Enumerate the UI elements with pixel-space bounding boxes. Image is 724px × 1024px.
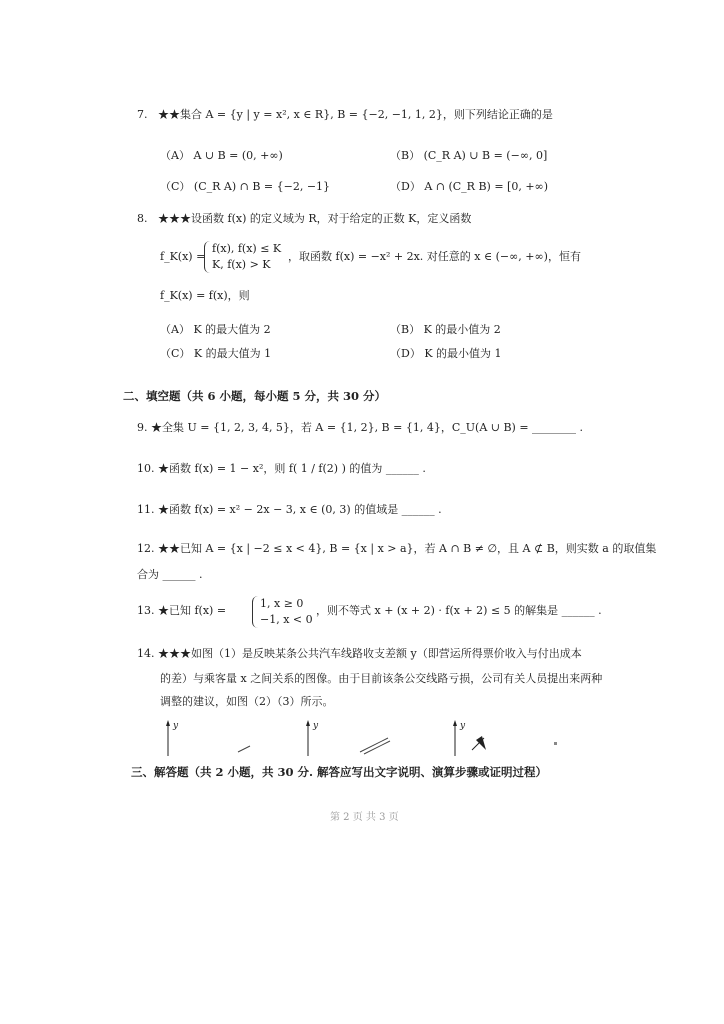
q8-text: ★★★设函数 f(x) 的定义域为 R，对于给定的正数 K，定义函数 xyxy=(158,212,472,225)
q8-brace xyxy=(204,241,211,273)
q8-option-b: （B） K 的最小值为 2 xyxy=(390,323,501,336)
q11: 11. ★函数 f(x) = x² − 2x − 3, x ∈ (0, 3) 的值域是 ______ . xyxy=(137,503,442,516)
graph-1 xyxy=(166,720,250,756)
q10: 10. ★函数 f(x) = 1 − x²，则 f( 1 / f(2) ) 的值为 ______ . xyxy=(137,462,426,475)
q13-rest: ，则不等式 x + (x + 2) · f(x + 2) ≤ 5 的解集是 ______ . xyxy=(316,604,602,617)
graph-3-y-label: y xyxy=(460,721,466,731)
q8-option-d: （D） K 的最小值为 1 xyxy=(390,347,502,360)
q14-graphs-strip xyxy=(150,716,570,758)
q12-line-1: 12. ★★已知 A = {x | −2 ≤ x < 4}, B = {x | x > a}，若 A ∩ B ≠ ∅，且 A ⊄ B，则实数 a 的取值集 xyxy=(137,542,657,555)
q13-case-2: −1, x < 0 xyxy=(260,613,313,626)
graph-1-y-label: y xyxy=(173,721,179,731)
page-footer: 第 2 页 共 3 页 xyxy=(330,812,399,823)
q9: 9. ★全集 U = {1, 2, 3, 4, 5}，若 A = {1, 2}, B = {1, 4}，C_U(A ∪ B) = ________ . xyxy=(137,421,584,434)
q8-condition: f_K(x) = f(x)，则 xyxy=(160,289,250,302)
q12-line-2: 合为 ______ . xyxy=(137,568,203,581)
q13-piecewise xyxy=(252,596,322,630)
graph-3 xyxy=(453,720,557,756)
q13-case-1: 1, x ≥ 0 xyxy=(260,597,304,610)
q7-stem xyxy=(137,108,553,122)
q7-option-a: （A） A ∪ B = (0, +∞) xyxy=(160,149,283,162)
graph-2-y-label: y xyxy=(313,721,319,731)
q14-line-1: 14. ★★★如图（1）是反映某条公共汽车线路收支差额 y（即营运所得票价收入与付出成本 xyxy=(137,647,582,660)
q8-case-1: f(x), f(x) ≤ K xyxy=(212,242,282,255)
q13-brace xyxy=(252,596,259,628)
q8-stem xyxy=(137,212,471,226)
q7-option-c: （C） (C_R A) ∩ B = {−2, −1} xyxy=(160,180,331,193)
q8-fk-lhs: f_K(x) = xyxy=(160,250,206,263)
q14-line-2: 的差）与乘客量 x 之间关系的图像。由于目前该条公交线路亏损，公司有关人员提出来两种 xyxy=(160,672,603,685)
q13-prefix: 13. ★已知 f(x) = xyxy=(137,604,227,617)
q7-option-d: （D） A ∩ (C_R B) = [0, +∞) xyxy=(390,180,548,193)
section-3-heading: 三、解答题（共 2 小题，共 30 分. 解答应写出文字说明、演算步骤或证明过程） xyxy=(131,765,548,779)
q8-option-c: （C） K 的最大值为 1 xyxy=(160,347,272,360)
q7-number: 7. xyxy=(137,108,148,121)
graph-2 xyxy=(306,720,390,756)
q7-text: ★★集合 A = {y | y = x², x ∈ R}, B = {−2, −1, 1, 2}，则下列结论正确的是 xyxy=(158,108,553,121)
q8-option-a: （A） K 的最大值为 2 xyxy=(160,323,271,336)
q14-line-3: 调整的建议，如图（2）（3）所示。 xyxy=(160,695,334,708)
q8-case-2: K, f(x) > K xyxy=(212,258,271,271)
section-2-heading: 二、填空题（共 6 小题，每小题 5 分，共 30 分） xyxy=(123,389,387,403)
q7-option-b: （B） (C_R A) ∪ B = (−∞, 0] xyxy=(390,149,548,162)
q8-piecewise xyxy=(204,241,294,275)
q8-fk-rest: ，取函数 f(x) = −x² + 2x. 对任意的 x ∈ (−∞, +∞)，恒有 xyxy=(288,250,581,263)
q8-number: 8. xyxy=(137,212,148,225)
